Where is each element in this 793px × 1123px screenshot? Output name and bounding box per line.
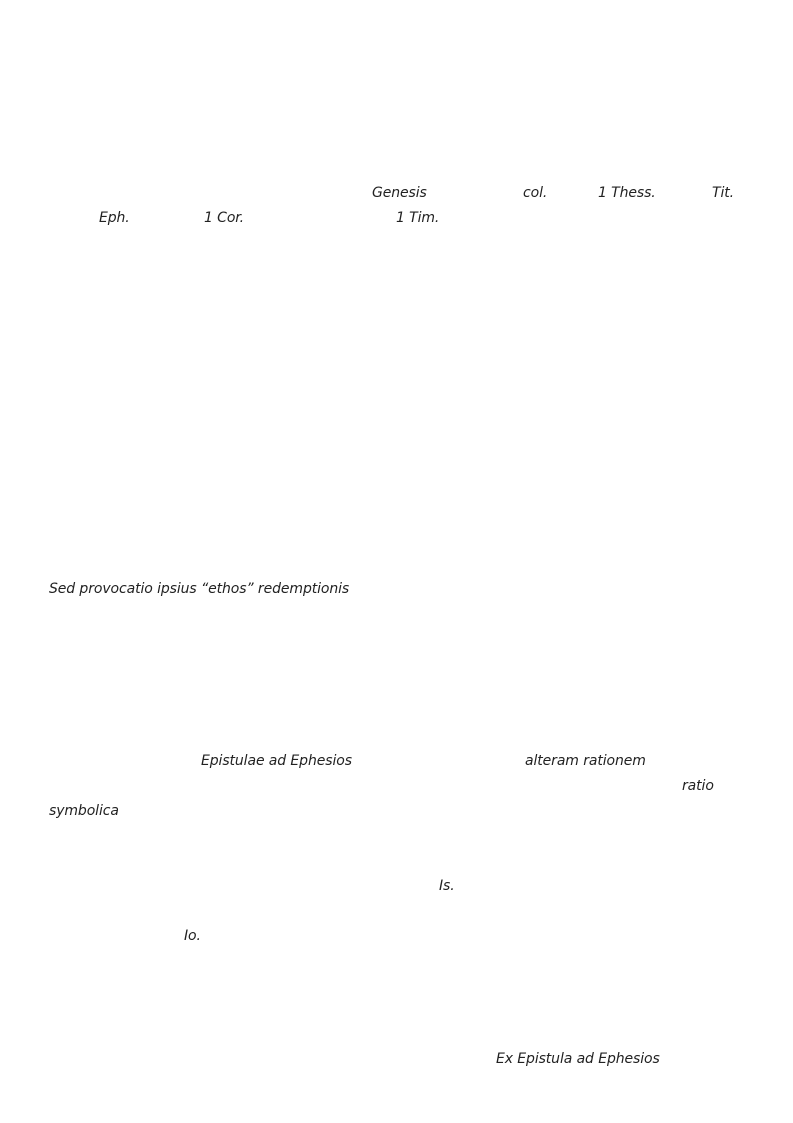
reference-io: Io. <box>184 928 201 944</box>
italic-word-ratio: ratio <box>682 778 714 794</box>
reference-tit: Tit. <box>712 185 734 201</box>
reference-1-thess: 1 Thess. <box>598 185 656 201</box>
italic-title-epistulae: Epistulae ad Ephesios <box>201 753 352 769</box>
reference-is: Is. <box>439 878 455 894</box>
reference-eph: Eph. <box>99 210 130 226</box>
reference-1-tim: 1 Tim. <box>396 210 440 226</box>
reference-1-cor: 1 Cor. <box>204 210 245 226</box>
italic-phrase-provocatio: Sed provocatio ipsius “ethos” redemptionis <box>49 581 350 597</box>
italic-phrase-alteram: alteram rationem <box>525 753 646 769</box>
reference-genesis: Genesis <box>372 185 427 201</box>
italic-title-ex-epistula: Ex Epistula ad Ephesios <box>496 1051 660 1067</box>
reference-col: col. <box>523 185 548 201</box>
italic-word-symbolica: symbolica <box>49 803 119 819</box>
